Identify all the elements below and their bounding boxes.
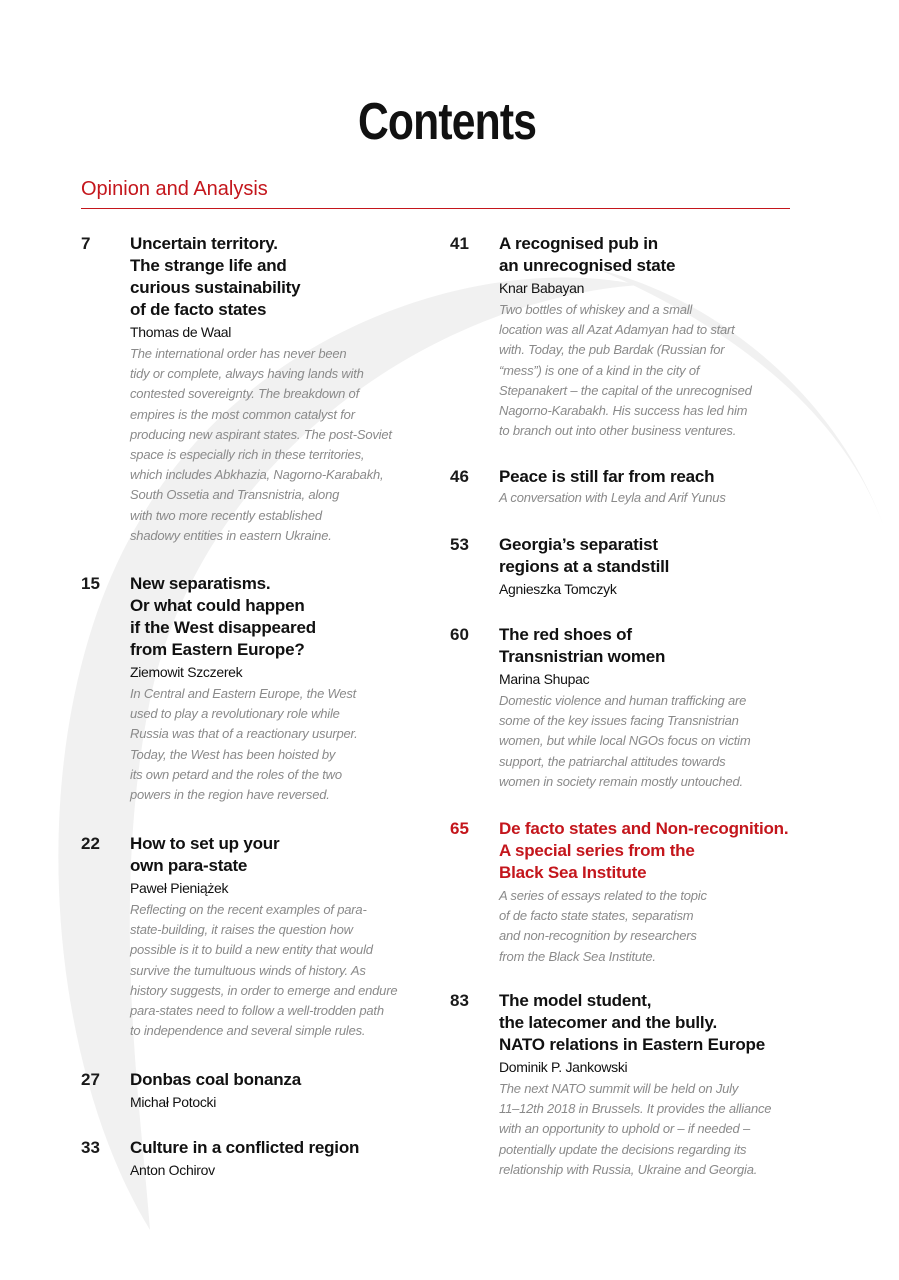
entry-page-number: 7 (81, 234, 91, 253)
page-title: Contents (357, 93, 537, 151)
entry-page-number: 60 (450, 625, 469, 644)
entry-title: New separatisms. Or what could happen if the West disappeared from Eastern Europe? (130, 574, 316, 659)
entry-title: The red shoes of Transnistrian women (499, 625, 666, 666)
entry-description: A series of essays related to the topic of de facto state states, separatism and non-recognition by researchers from the Black Sea Institute. (499, 888, 707, 964)
entry-page-number: 46 (450, 467, 469, 486)
entry-title: De facto states and Non-recognition. A special series from the Black Sea Institute (499, 819, 789, 882)
entry-title: Georgia’s separatist regions at a standstill (499, 535, 670, 576)
entry-author: Dominik P. Jankowski (499, 1059, 628, 1075)
entry-description: Domestic violence and human trafficking are some of the key issues facing Transnistrian women, but while local NGOs focus on victim support, the patriarchal attitudes towards women in society remain mostly untouched. (499, 693, 751, 789)
entry-page-number: 22 (81, 834, 100, 853)
entry-description: A conversation with Leyla and Arif Yunus (499, 490, 726, 505)
entry-page-number: 33 (81, 1138, 100, 1157)
entry-title: Uncertain territory. The strange life and curious sustainability of de facto states (130, 234, 301, 319)
entry-title: Donbas coal bonanza (130, 1070, 301, 1089)
entry-description: In Central and Eastern Europe, the West used to play a revolutionary role while Russia was that of a reactionary usurper. Today, the West has been hoisted by its own petard and the roles of the two powers in the region have reversed. (130, 686, 358, 803)
entry-title: Culture in a conflicted region (130, 1138, 360, 1157)
entry-title: Peace is still far from reach (499, 467, 715, 486)
entry-page-number: 15 (81, 574, 100, 593)
entry-title: A recognised pub in an unrecognised state (499, 234, 676, 275)
entry-author: Marina Shupac (499, 671, 590, 687)
entry-page-number: 83 (450, 991, 469, 1010)
entry-description: Two bottles of whiskey and a small location was all Azat Adamyan had to start with. Today, the pub Bardak (Russian for “mess”) is one of a kind in the city of Stepanakert – the capital of the unrecognised Nagorno-Karabakh. His success has led him to branch out into other business ventures. (499, 302, 752, 439)
entry-description: Reflecting on the recent examples of para- state-building, it raises the question how possible is it to build a new entity that would survive the tumultuous winds of history. As history suggests, in order to emerge and endure para-states need to follow a well-trodden path to independence and several simple rules. (130, 902, 398, 1039)
entry-page-number: 41 (450, 234, 469, 253)
entry-title: How to set up your own para-state (130, 834, 280, 875)
entry-page-number: 65 (450, 819, 469, 838)
entry-description: The next NATO summit will be held on July 11–12th 2018 in Brussels. It provides the alliance with an opportunity to uphold or – if needed – potentially update the decisions regarding its relationship with Russia, Ukraine and Georgia. (499, 1081, 772, 1177)
entry-author: Paweł Pieniążek (130, 880, 229, 896)
entry-author: Ziemowit Szczerek (130, 664, 243, 680)
entry-author: Anton Ochirov (130, 1162, 215, 1178)
entry-author: Agnieszka Tomczyk (499, 581, 617, 597)
entry-description: The international order has never been tidy or complete, always having lands with contested sovereignty. The breakdown of empires is the most common catalyst for producing new aspirant states. The post-Soviet space is especially rich in these territories, which includes Abkhazia, Nagorno-Karabakh, South Ossetia and Transnistria, along with two more recently established shadowy entities in eastern Ukraine. (130, 346, 392, 543)
entry-title: The model student, the latecomer and the bully. NATO relations in Eastern Europe (499, 991, 765, 1054)
entry-author: Michał Potocki (130, 1094, 217, 1110)
entry-author: Thomas de Waal (130, 324, 232, 340)
entry-author: Knar Babayan (499, 280, 585, 296)
entry-page-number: 53 (450, 535, 469, 554)
entry-page-number: 27 (81, 1070, 100, 1089)
section-heading: Opinion and Analysis (81, 178, 268, 200)
section-divider (81, 208, 790, 209)
